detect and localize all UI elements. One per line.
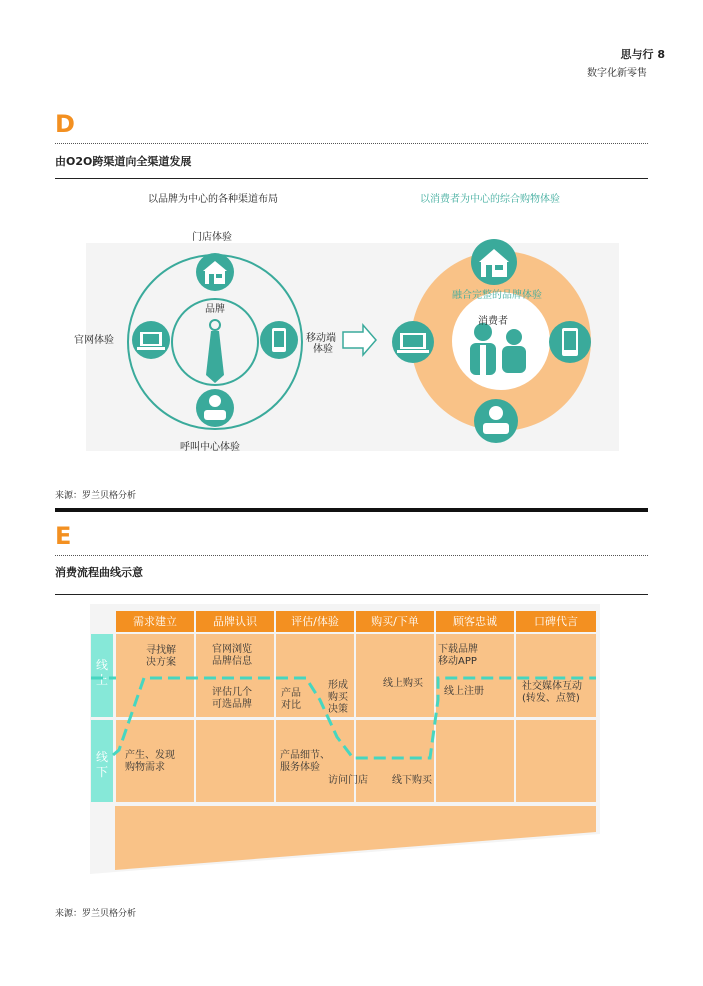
text-online-register: 线上注册: [444, 686, 484, 697]
text-official-browse: 官网浏览 品牌信息: [212, 644, 252, 667]
stage-header: 评估/体验: [276, 611, 354, 632]
text-visit-store: 访问门店: [328, 775, 368, 786]
text-download-app: 下载品牌 移动APP: [438, 644, 478, 667]
left-heading: 以品牌为中心的各种渠道布局: [148, 194, 278, 205]
label-web: 官网体验: [74, 335, 114, 346]
text-generate-need: 产生、发现 购物需求: [125, 750, 175, 773]
label-consumer: 消费者: [478, 316, 508, 327]
text-social-media: 社交媒体互动 (转发、点赞): [522, 681, 582, 704]
text-find-solution: 寻找解 决方案: [146, 645, 176, 668]
text-product-compare: 产品 对比: [281, 688, 301, 711]
right-heading: 以消费者为中心的综合购物体验: [420, 194, 560, 205]
report-title: 思与行 8: [620, 48, 665, 61]
source-d: 来源：罗兰贝格分析: [55, 491, 137, 501]
label-mobile-line1: 移动端: [306, 333, 336, 344]
section-e-title: 消费流程曲线示意: [55, 566, 143, 579]
stage-header: 品牌认识: [196, 611, 274, 632]
text-evaluate-brands: 评估几个 可选品牌: [212, 687, 252, 710]
section-d-title: 由O2O跨渠道向全渠道发展: [55, 155, 192, 168]
label-mobile-line2: 体验: [313, 344, 333, 355]
section-d-letter: D: [55, 110, 75, 138]
label-integrated: 融合完整的品牌体验: [452, 290, 542, 301]
source-e: 来源：罗兰贝格分析: [55, 909, 137, 919]
stage-header: 需求建立: [116, 611, 194, 632]
label-store: 门店体验: [192, 232, 232, 243]
text-form-decision: 形成 购买 决策: [328, 680, 348, 715]
text-online-buy: 线上购买: [383, 678, 423, 689]
section-e-letter: E: [55, 522, 72, 550]
online-tab: 线 上: [91, 634, 113, 717]
text-offline-buy: 线下购买: [392, 775, 432, 786]
offline-tab: 线 下: [91, 720, 113, 802]
stage-header: 口碑代言: [516, 611, 596, 632]
report-subtitle: 数字化新零售: [587, 68, 647, 79]
label-callcenter: 呼叫中心体验: [180, 442, 240, 453]
stage-header: 购买/下单: [356, 611, 434, 632]
label-brand: 品牌: [205, 304, 225, 315]
stage-header: 顾客忠诚: [436, 611, 514, 632]
text-product-detail: 产品细节、 服务体验: [280, 750, 330, 773]
